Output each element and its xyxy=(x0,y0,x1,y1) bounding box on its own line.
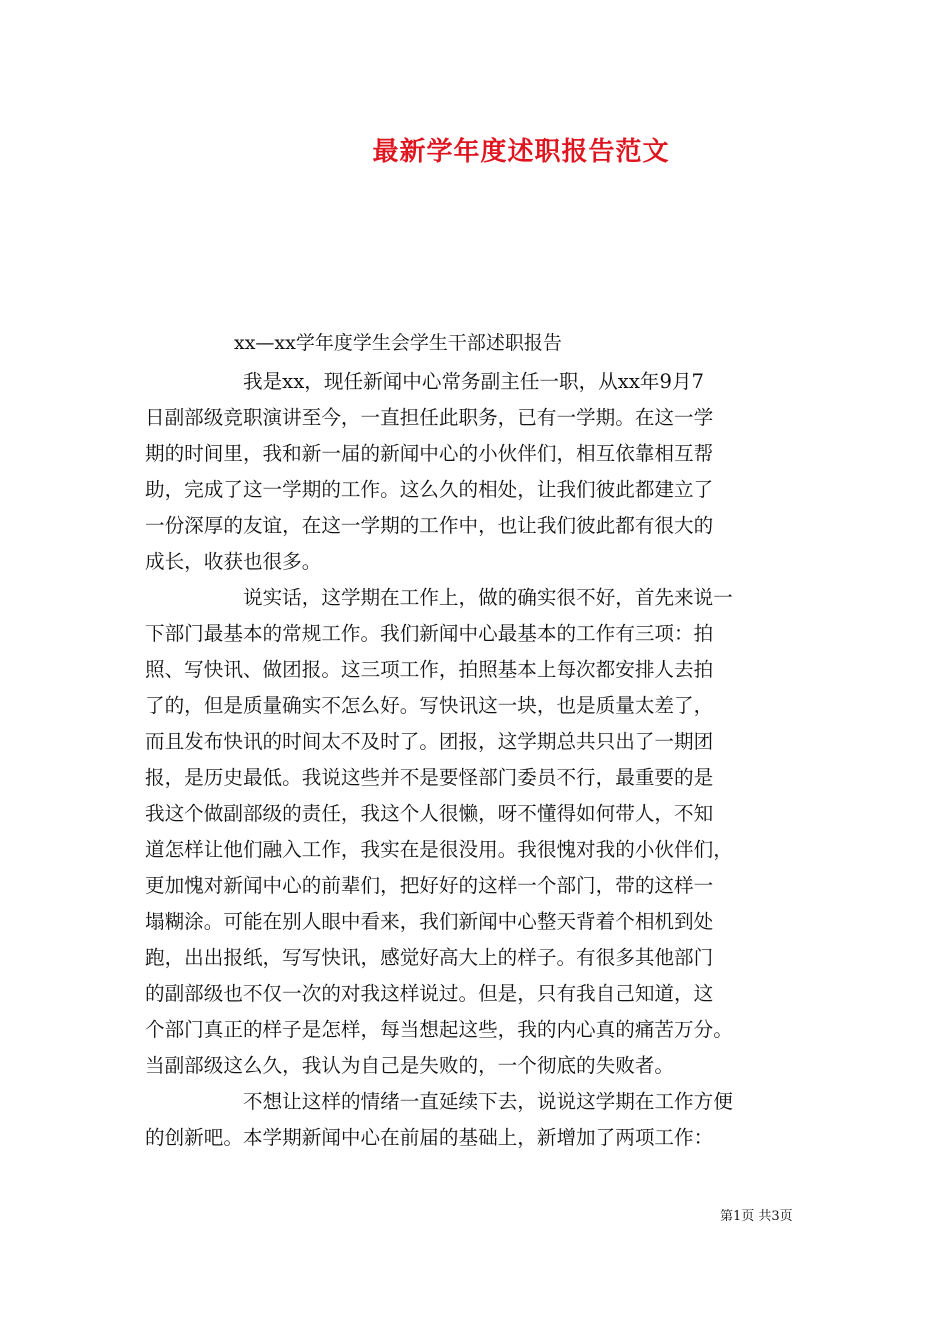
document-subtitle: xx—xx学年度学生会学生干部述职报告 xyxy=(234,332,562,354)
text-line: 跑，出出报纸，写写快讯，感觉好高大上的样子。有很多其他部门 xyxy=(145,946,714,969)
document-title: 最新学年度述职报告范文 xyxy=(372,137,670,167)
document-body xyxy=(145,364,809,1156)
text-line: 报，是历史最低。我说这些并不是要怪部门委员不行，最重要的是 xyxy=(145,766,714,789)
text-line: 下部门最基本的常规工作。我们新闻中心最基本的工作有三项：拍 xyxy=(145,622,714,645)
text-line: 了的，但是质量确实不怎么好。写快讯这一块，也是质量太差了， xyxy=(145,694,714,717)
page-footer: 第1页 共3页 xyxy=(720,1209,793,1224)
text-line: 个部门真正的样子是怎样，每当想起这些，我的内心真的痛苦万分。 xyxy=(145,1018,733,1041)
text-line: 我是xx，现任新闻中心常务副主任一职，从xx年9月7 xyxy=(243,370,705,393)
text-line: 助，完成了这一学期的工作。这么久的相处，让我们彼此都建立了 xyxy=(145,478,714,501)
text-line: 的创新吧。本学期新闻中心在前届的基础上，新增加了两项工作： xyxy=(145,1126,714,1149)
text-line: 一份深厚的友谊，在这一学期的工作中，也让我们彼此都有很大的 xyxy=(145,514,714,537)
text-line: 我这个做副部级的责任，我这个人很懒，呀不懂得如何带人，不知 xyxy=(145,802,714,825)
text-line: 照、写快讯、做团报。这三项工作，拍照基本上每次都安排人去拍 xyxy=(145,658,714,681)
paragraph-2 xyxy=(145,580,809,1084)
text-line: 不想让这样的情绪一直延续下去，说说这学期在工作方便 xyxy=(243,1090,733,1113)
paragraph-1 xyxy=(145,364,809,580)
text-line: 当副部级这么久，我认为自己是失败的，一个彻底的失败者。 xyxy=(145,1054,675,1077)
paragraph-3 xyxy=(145,1084,809,1156)
text-line: 成长，收获也很多。 xyxy=(145,550,322,573)
text-line: 期的时间里，我和新一届的新闻中心的小伙伴们，相互依靠相互帮 xyxy=(145,442,714,465)
text-line: 更加愧对新闻中心的前辈们，把好好的这样一个部门，带的这样一 xyxy=(145,874,714,897)
text-line: 而且发布快讯的时间太不及时了。团报，这学期总共只出了一期团 xyxy=(145,730,714,753)
text-line: 日副部级竞职演讲至今，一直担任此职务，已有一学期。在这一学 xyxy=(145,406,714,429)
text-line: 说实话，这学期在工作上，做的确实很不好，首先来说一 xyxy=(243,586,733,609)
text-line: 道怎样让他们融入工作，我实在是很没用。我很愧对我的小伙伴们， xyxy=(145,838,733,861)
text-line: 的副部级也不仅一次的对我这样说过。但是，只有我自己知道，这 xyxy=(145,982,714,1005)
text-line: 塌糊涂。可能在别人眼中看来，我们新闻中心整天背着个相机到处 xyxy=(145,910,714,933)
